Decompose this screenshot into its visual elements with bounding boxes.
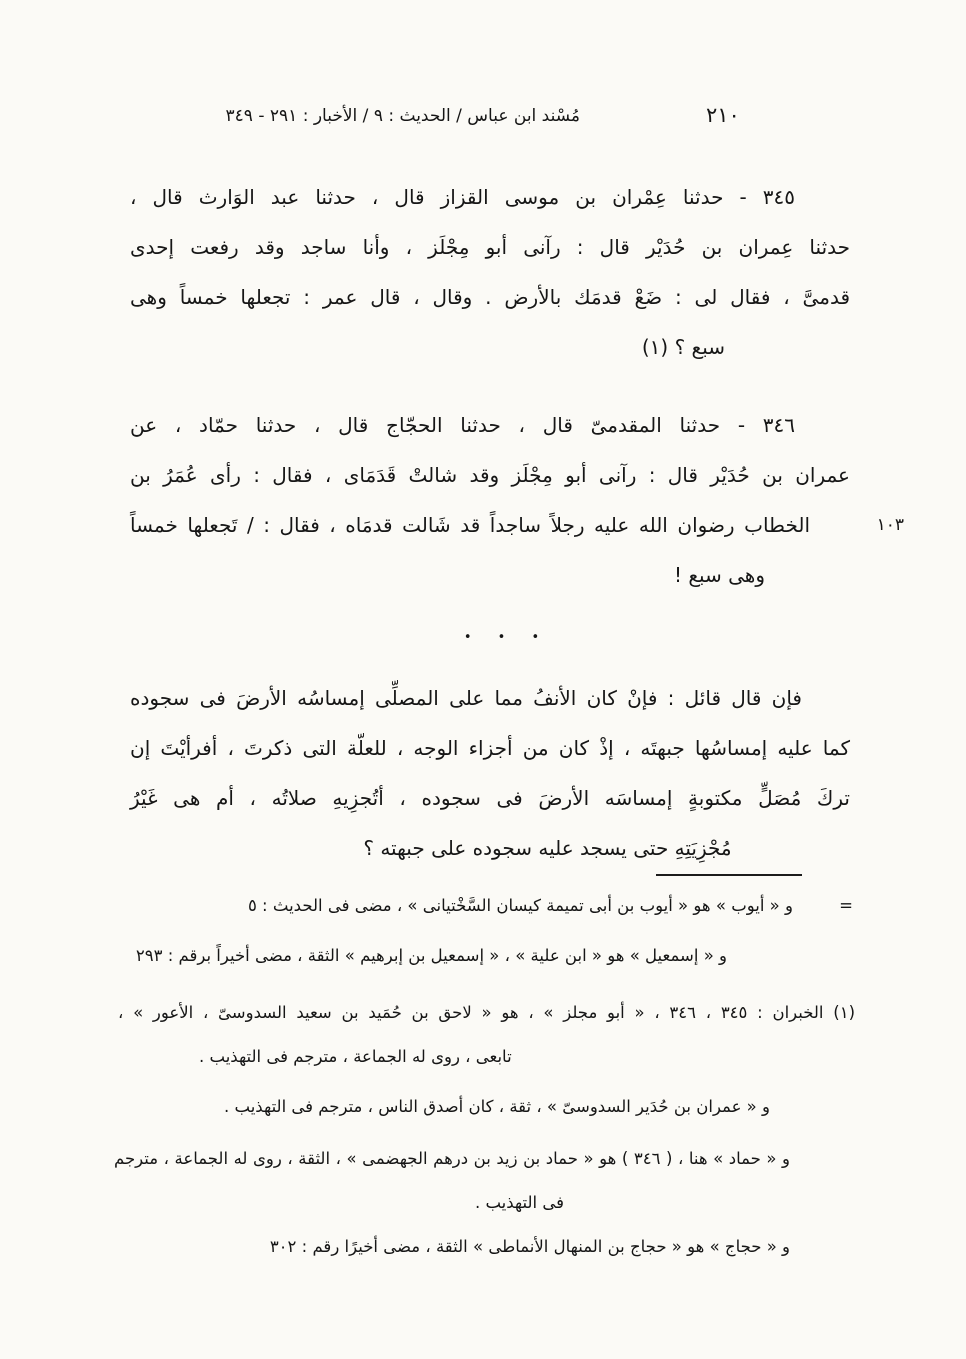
- hadith-345-line: ٣٤٥ - حدثنا عِمْران بن موسى القزاز قال ، حدثنا عبد الوَارث قال ،: [130, 185, 795, 209]
- hadith-346-paragraph: [130, 400, 904, 600]
- footnote-line: و « عمران بن حُدَير السدوسىّ » ، ثقة ، كان أصدق الناس ، مترجم فى التهذيب .: [224, 1097, 770, 1116]
- discussion-line: مُجْزِيَتِهِ حتى يسجد عليه سجوده على جبهته ؟: [363, 836, 732, 860]
- footnote-continuation-marker: =: [839, 896, 853, 915]
- footnote-line: [114, 884, 855, 928]
- footnote-line: و « حماد » هنا ، ( ٣٤٦ ) هو « حماد بن زيد بن درهم الجهضمى » ، الثقة ، روى له الجماعة ، مترجم: [114, 1149, 790, 1168]
- section-dots-separator: • • •: [463, 630, 551, 645]
- hadith-345-line: قدمىَّ ، فقال لى : ضَعْ قدمَك بالأرض . وقال ، قال عمر : تجعلها خمساً وهى: [130, 285, 850, 309]
- hadith-346-line: [130, 500, 904, 550]
- footnote-line: فى التهذيب .: [474, 1193, 565, 1212]
- hadith-345-paragraph: [130, 172, 850, 372]
- hadith-345-line: سبع ؟ (١): [641, 335, 725, 359]
- footnote-line: تابعى ، روى له الجماعة ، مترجم فى التهذيب .: [199, 1047, 512, 1066]
- hadith-346-line: ٣٤٦ - حدثنا المقدمىّ قال ، حدثنا الحجّاج قال ، حدثنا حمّاد ، عن: [130, 413, 795, 437]
- hadith-346-line: عمران بن حُدَيْر قال : رآنى أبو مِجْلَز وقد شالتْ قَدَمَاى ، فقال : رأى عُمَرُ بن: [130, 463, 850, 487]
- footnote-line: و « حجاج » هو « حجاج بن المنهال الأنماطى » الثقة ، مضى أخيرًا رقم : ٣٠٢: [269, 1237, 790, 1256]
- footnotes: [114, 884, 855, 1269]
- body-text: [130, 172, 904, 873]
- footnote-line: و « إسمعيل » هو « ابن علية » ، « إسمعيل بن إبرهيم » الثقة ، مضى أخيراً برقم : ٢٩٣: [135, 946, 727, 965]
- running-title: مُسْند ابن عباس / الحديث : ٩ / الأخبار : ٢٩١ - ٣٤٩: [225, 106, 580, 126]
- discussion-paragraph: [130, 673, 850, 873]
- folio-margin-number: ١٠٣: [876, 515, 904, 535]
- footnote-separator-rule: [656, 874, 802, 876]
- discussion-line: كما عليه إمساسُها جبهتَه ، إذْ كان من أجزاء الوجه ، للعلّة التى ذكرتَ ، أفرأيْتَ إن: [130, 736, 850, 760]
- hadith-346-line-text: الخطاب رضوان الله عليه رجلاً ساجداً قد شَالت قدمَاه ، فقال : / تَجعلها خمساً: [130, 513, 810, 537]
- discussion-line: فإن قال قائل : فإنْ كان الأنفُ مما على المصلِّى إمساسُه الأرضَ فى سجوده: [130, 686, 802, 710]
- discussion-line: تركَ مُصَلٍّ مكتوبةٍ إمساسَه الأرضَ فى سجوده ، أتُجزِيهِ صلاتُه ، أم هى غَيْرُ: [130, 786, 850, 810]
- hadith-346-line: وهى سبع !: [673, 563, 765, 587]
- footnote-line: (١) الخبران : ٣٤٥ ، ٣٤٦ ، « أبو مجلز » ، هو « لاحق بن حُمَيد بن سعيد السدوسىّ ، الأعور » ،: [118, 1003, 855, 1022]
- hadith-345-line: حدثنا عِمران بن حُدَيْر قال : رآنى أبو مِجْلَز ، وأنا ساجد وقد رفعت إحدى: [130, 235, 850, 259]
- footnote-text: و « أيوب » هو « أيوب بن أبى تميمة كيسان السَّخْتيانى » ، مضى فى الحديث : ٥: [247, 896, 793, 915]
- page-number: ٢١٠: [706, 103, 740, 127]
